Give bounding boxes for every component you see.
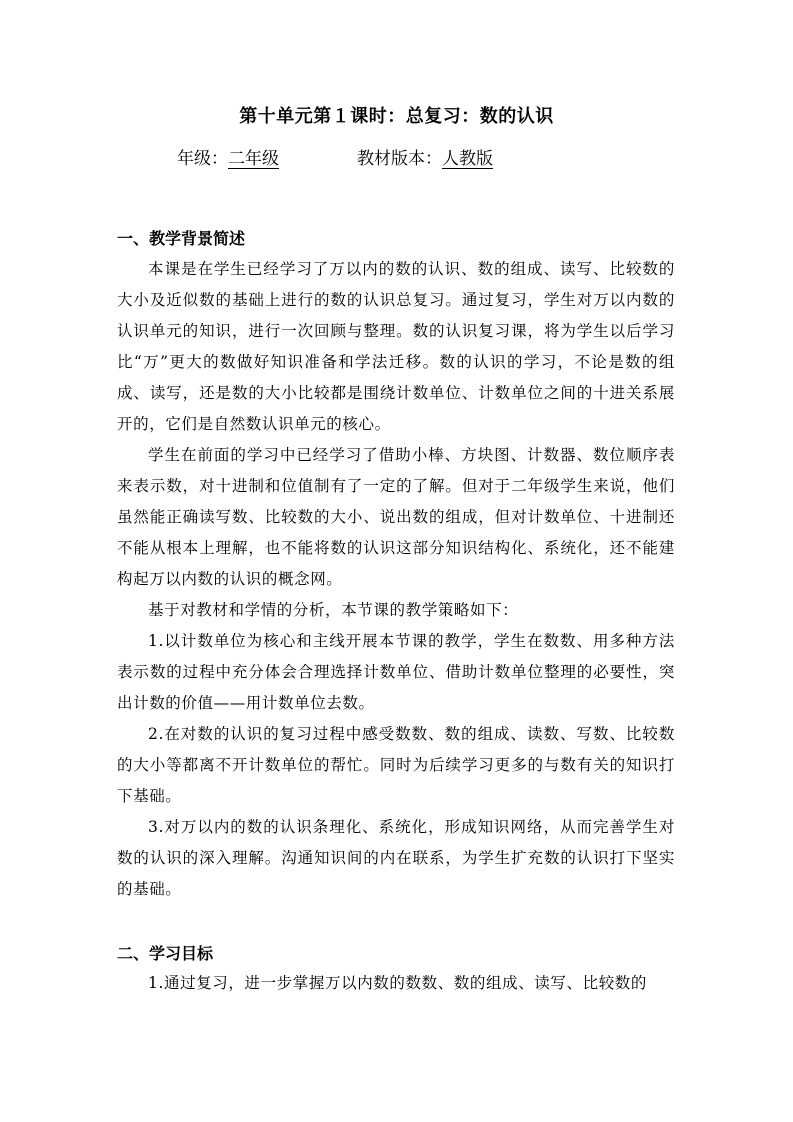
meta-row <box>177 146 493 172</box>
grade-label: 年级： <box>177 149 228 169</box>
grade-field <box>177 146 279 172</box>
paragraph-objective-1: 1.通过复习，进一步掌握万以内数的数数、数的组成、读写、比较数的 <box>148 974 647 992</box>
paragraph-strategy-2: 2.在对数的认识的复习过程中感受数数、数的组成、读数、写数、比较数的大小等都离不开计数单位的帮忙。同时为后续学习更多的与数有关的知识打下基础。 <box>117 725 675 805</box>
paragraph-strategy-1: 1.以计数单位为核心和主线开展本节课的教学，学生在数数、用多种方法表示数的过程中充分体会合理选择计数单位、借助计数单位整理的必要性，突出计数的价值——用计数单位去数。 <box>117 632 675 712</box>
grade-value: 二年级 <box>228 149 279 169</box>
edition-field <box>357 146 493 172</box>
paragraph-intro: 本课是在学生已经学习了万以内的数的认识、数的组成、读写、比较数的大小及近似数的基础上进行的数的认识总复习。通过复习，学生对万以内数的认识单元的知识，进行一次回顾与整理。数的认识复习课，将为学生以后学习比“万”更大的数做好知识准备和学法迁移。数的认识的学习，不论是数的组成、读写，还是数的大小比较都是围绕计数单位、计数单位之间的十进关系展开的，它们是自然数认识单元的核心。 <box>117 260 675 433</box>
edition-label: 教材版本： <box>357 149 442 169</box>
section-heading-objectives: 二、学习目标 <box>117 944 214 963</box>
paragraph-strategy-intro: 基于对教材和学情的分析，本节课的教学策略如下： <box>148 601 519 619</box>
section-heading-background: 一、教学背景简述 <box>117 229 246 248</box>
paragraph-students: 学生在前面的学习中已经学习了借助小棒、方块图、计数器、数位顺序表来表示数，对十进制和位值制有了一定的了解。但对于二年级学生来说，他们虽然能正确读写数、比较数的大小、说出数的组成，但对计数单位、十进制还不能从根本上理解，也不能将数的认识这部分知识结构化、系统化，还不能建构起万以内数的认识的概念网。 <box>117 446 675 588</box>
edition-value: 人教版 <box>442 149 493 169</box>
page-title: 第十单元第１课时：总复习：数的认识 <box>239 106 554 127</box>
paragraph-strategy-3: 3.对万以内的数的认识条理化、系统化，形成知识网络，从而完善学生对数的认识的深入理解。沟通知识间的内在联系，为学生扩充数的认识打下坚实的基础。 <box>117 818 675 898</box>
